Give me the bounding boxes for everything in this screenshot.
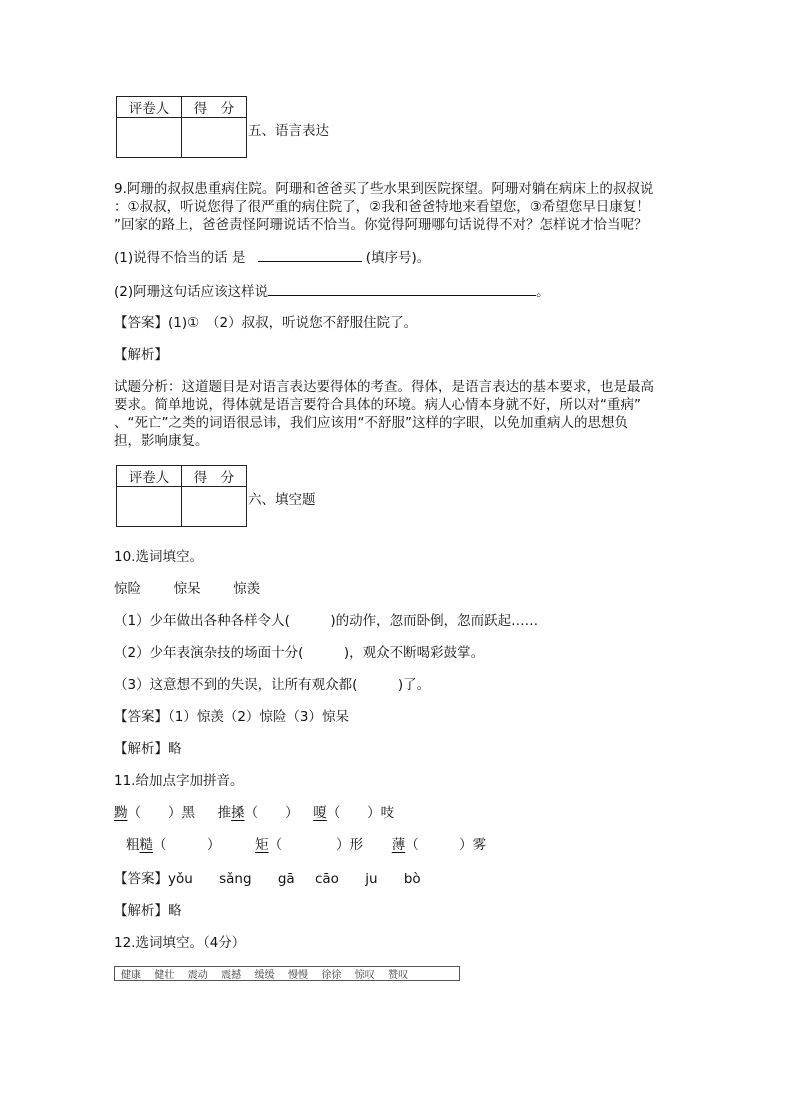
q11-blank: （ ） [244, 805, 299, 821]
q12-word: 徐徐 [321, 970, 342, 981]
q12-word: 慢慢 [287, 970, 308, 981]
q10-item3: （3）这意想不到的失误，让所有观众都( )了。 [114, 677, 431, 693]
q9-stem-line1: 9.阿珊的叔叔患重病住院。阿珊和爸爸买了些水果到医院探望。阿珊对躺在病床上的叔叔说 [114, 181, 654, 197]
q11-blank: （ ）黑 [127, 805, 195, 821]
q12-stem: 12.选词填空。（4分） [114, 935, 246, 951]
pinyin: yǒu [168, 871, 193, 887]
q11-dotted-char: 嗄 [313, 805, 327, 821]
q11-answer-label: 【答案】 [114, 871, 168, 887]
q11-dotted-char: 薄 [391, 837, 406, 853]
q12-word: 惊叹 [354, 970, 375, 981]
score-header: 得 分 [182, 466, 247, 487]
q11-dotted-char: 糙 [139, 837, 153, 853]
q9-stem-line2: ：①叔叔，听说您得了很严重的病住院了，②我和爸爸特地来看望您，③希望您早日康复！ [114, 199, 650, 215]
q10-word-bank [114, 580, 260, 598]
q12-word: 缓缓 [254, 970, 275, 981]
q9-sub1-suffix: (填序号)。 [365, 250, 431, 266]
grader-header: 评卷人 [117, 466, 182, 487]
q11-dotted-char: 矩 [255, 837, 269, 853]
q9-answer: 【答案】(1)① （2）叔叔，听说您不舒服住院了。 [114, 315, 418, 331]
score-table [116, 465, 247, 527]
q11-plain-char: 推 [217, 805, 232, 821]
grader-cell [117, 118, 182, 158]
q10-word: 惊呆 [173, 581, 201, 597]
q9-sub1-blank[interactable] [258, 248, 362, 262]
q12-word-box [114, 966, 460, 981]
q10-answer: 【答案】（1）惊羡（2）惊险（3）惊呆 [114, 709, 350, 725]
q10-item1: （1）少年做出各种各样令人( )的动作，忽而卧倒，忽而跃起…… [114, 613, 539, 629]
q9-sub2 [114, 282, 550, 301]
q11-stem: 11.给加点字加拼音。 [114, 773, 244, 789]
q11-blank: （ ）雾 [405, 837, 487, 853]
score-table [116, 96, 247, 158]
q9-analysis-line1: 试题分析：这道题目是对语言表达要得体的考查。得体，是语言表达的基本要求，也是最高 [114, 379, 654, 395]
section-5-title: 五、语言表达 [248, 123, 329, 139]
pinyin: gā [277, 871, 295, 887]
grader-header: 评卷人 [117, 97, 182, 118]
score-cell [182, 487, 247, 527]
score-header: 得 分 [182, 97, 247, 118]
q10-stem: 10.选词填空。 [114, 549, 203, 565]
q11-blank: （ ）吱 [326, 805, 395, 821]
grader-cell [117, 487, 182, 527]
q11-analysis: 【解析】略 [114, 903, 182, 919]
q12-word: 震撼 [221, 970, 242, 981]
q9-analysis-line3: 、“死亡”之类的词语很忌讳，我们应该用“不舒服”这样的字眼，以免加重病人的思想负 [114, 415, 628, 431]
pinyin: ju [365, 871, 378, 887]
q9-sub2-suffix: 。 [536, 284, 550, 300]
q11-blank: （ ）形 [268, 837, 364, 853]
pinyin: sǎng [219, 871, 252, 887]
q10-word: 惊羡 [233, 581, 261, 597]
pinyin: bò [403, 871, 421, 887]
score-cell [182, 118, 247, 158]
section-6-title: 六、填空题 [248, 492, 316, 508]
q12-word: 健壮 [154, 970, 175, 981]
q10-analysis: 【解析】略 [114, 741, 182, 757]
q10-item2: （2）少年表演杂技的场面十分( )，观众不断喝彩鼓掌。 [114, 645, 485, 661]
q11-plain-char: 粗 [126, 837, 140, 853]
q9-sub1-prefix: (1)说得不恰当的话 是 [114, 250, 246, 266]
q9-analysis-label: 【解析】 [114, 347, 168, 363]
q12-word: 震动 [187, 970, 208, 981]
q12-word: 赞叹 [388, 970, 409, 981]
q10-word: 惊险 [114, 581, 141, 597]
q11-dotted-char: 搡 [231, 805, 245, 821]
q11-dotted-char: 黝 [114, 805, 128, 821]
q11-row1 [114, 804, 394, 822]
q9-sub2-blank[interactable] [268, 282, 536, 296]
q11-row2 [126, 836, 486, 854]
q11-blank: （ ） [153, 837, 221, 853]
q9-sub2-prefix: (2)阿珊这句话应该这样说 [114, 284, 269, 300]
q9-sub1 [114, 248, 430, 267]
q12-word: 健康 [121, 970, 141, 981]
q9-analysis-line2: 要求。简单地说，得体就是语言要符合具体的环境。病人心情本身就不好，所以对“重病” [114, 397, 641, 413]
pinyin: cāo [314, 871, 339, 887]
q9-stem-line3: ”回家的路上，爸爸责怪阿珊说话不恰当。你觉得阿珊哪句话说得不对？怎样说才恰当呢？ [114, 217, 648, 233]
q11-answer [114, 870, 421, 888]
q9-analysis-line4: 担，影响康复。 [114, 433, 209, 449]
